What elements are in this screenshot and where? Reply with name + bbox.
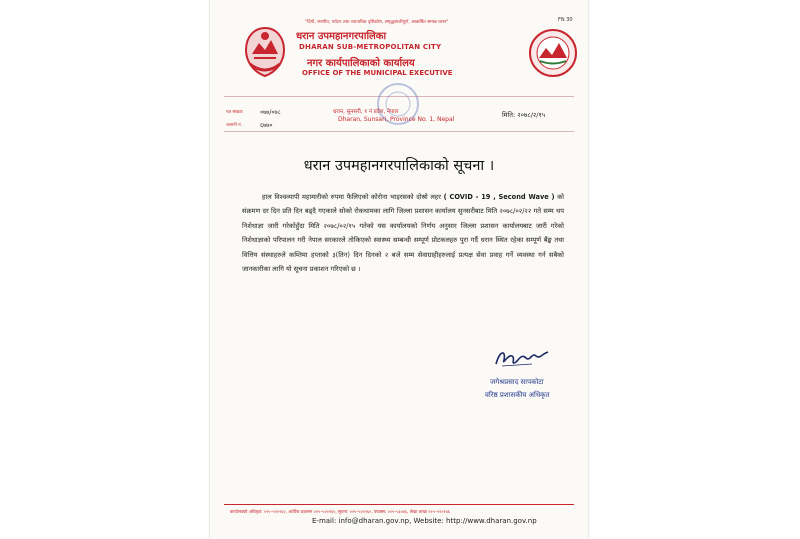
office-title-english: OFFICE OF THE MUNICIPAL EXECUTIVE — [302, 69, 453, 77]
nepal-emblem-icon — [240, 24, 290, 80]
dispatch-number: ६७७० — [260, 122, 273, 129]
reference-divider — [224, 131, 574, 132]
office-title-nepali: नगर कार्यपालिकाको कार्यालय — [307, 58, 415, 69]
dispatch-number-label: चलानी नं. — [226, 123, 243, 128]
municipality-title-english: DHARAN SUB-METROPOLITAN CITY — [299, 43, 442, 51]
letter-number: ०७७/०७८ — [260, 109, 281, 116]
form-number: FN 30 — [558, 17, 573, 23]
footer-divider — [224, 504, 574, 505]
notice-body-main: को संक्रमण दर दिन प्रति दिन बढ्दै गएकाले सोको रोकथामका लागि जिल्ला प्रशासन कार्यालय सुनसरीबाट मिति २०७८/०२/२२ गते सम्म थप निशेधाज्ञा जारी गरेकोहुँदा मिति २०७८/०२/१५ गतेको यस कार्यालयको निर्णय अनुसार जिल्ला प्रशासन कार्यालयबाट जारी गरेको निशेधाज्ञाको परिपालन गरी नेपाल सरकारले तोकिएको स्वास्थ्य सम्बन्धी सम्पूर्ण प्रोटकलहरु पुरा गर्दै धरान स्थित रहेका सम्पूर्ण बैंङ्क तथा वित्तिय संस्थाहरुले कम्तिमा हप्ताको ३(तिन) दिन दिनको २ बजे सम्म सेवाग्राहीहरुलाई प्रत्यक्ष सेवा प्रवाह गर्ने व्यवस्था गर्न सबैको जानकारीका लागि यो सूचना प्रकाशन गरिएको छ । — [242, 193, 564, 274]
address-english: Dharan, Sunsari, Province No. 1, Nepal — [338, 116, 455, 123]
notice-heading: धरान उपमहानगरपालिकाको सूचना । — [303, 158, 495, 174]
notice-body-covid: ( COVID - 19 , Second Wave ) — [443, 193, 555, 201]
notice-body-intro: हाल विश्वव्यापी महामारीको रुपमा फैलिएको कोरोना भाइरसको दोस्रो लहर — [262, 193, 444, 201]
footer-email-website: E-mail: info@dharan.gov.np, Website: http://www.dharan.gov.np — [312, 517, 537, 525]
signature-image — [492, 346, 552, 370]
signer-title: वरिष्ठ प्रशासकीय अधिकृत — [485, 391, 550, 399]
municipality-title-nepali: धरान उपमहानगरपालिका — [296, 31, 387, 42]
municipality-logo-icon — [528, 28, 578, 78]
letter-number-label: पत्र संख्याः — [226, 110, 243, 115]
footer-contact-phones: कार्यालयको अधिकृत: ०२५–५२०२६०, आर्थिक प्रशासन ०२५–५२०२६५, सूचना: ०२५–५२०२६०, फ्याक्स: ०२५–५३०४६, लेखा शाखा ०२५–५२०१४६ — [230, 509, 450, 514]
address-nepali: धरान, सुनसरी, १ नं प्रदेश, नेपाल — [333, 109, 399, 115]
letter-sheet — [210, 0, 588, 539]
municipality-motto: "दिगो, रमणीय, पर्यटन तथा व्यापारिक दृष्टिकोण, समृद्धशालीपूर्ण, आकर्षित सम्पन्न धरान" — [305, 20, 449, 25]
signer-name: जगेश्रप्रसाद सापकोटा — [490, 378, 544, 386]
notice-body — [242, 190, 564, 276]
letter-date: मिति: २०७८/२/१५ — [502, 111, 546, 119]
